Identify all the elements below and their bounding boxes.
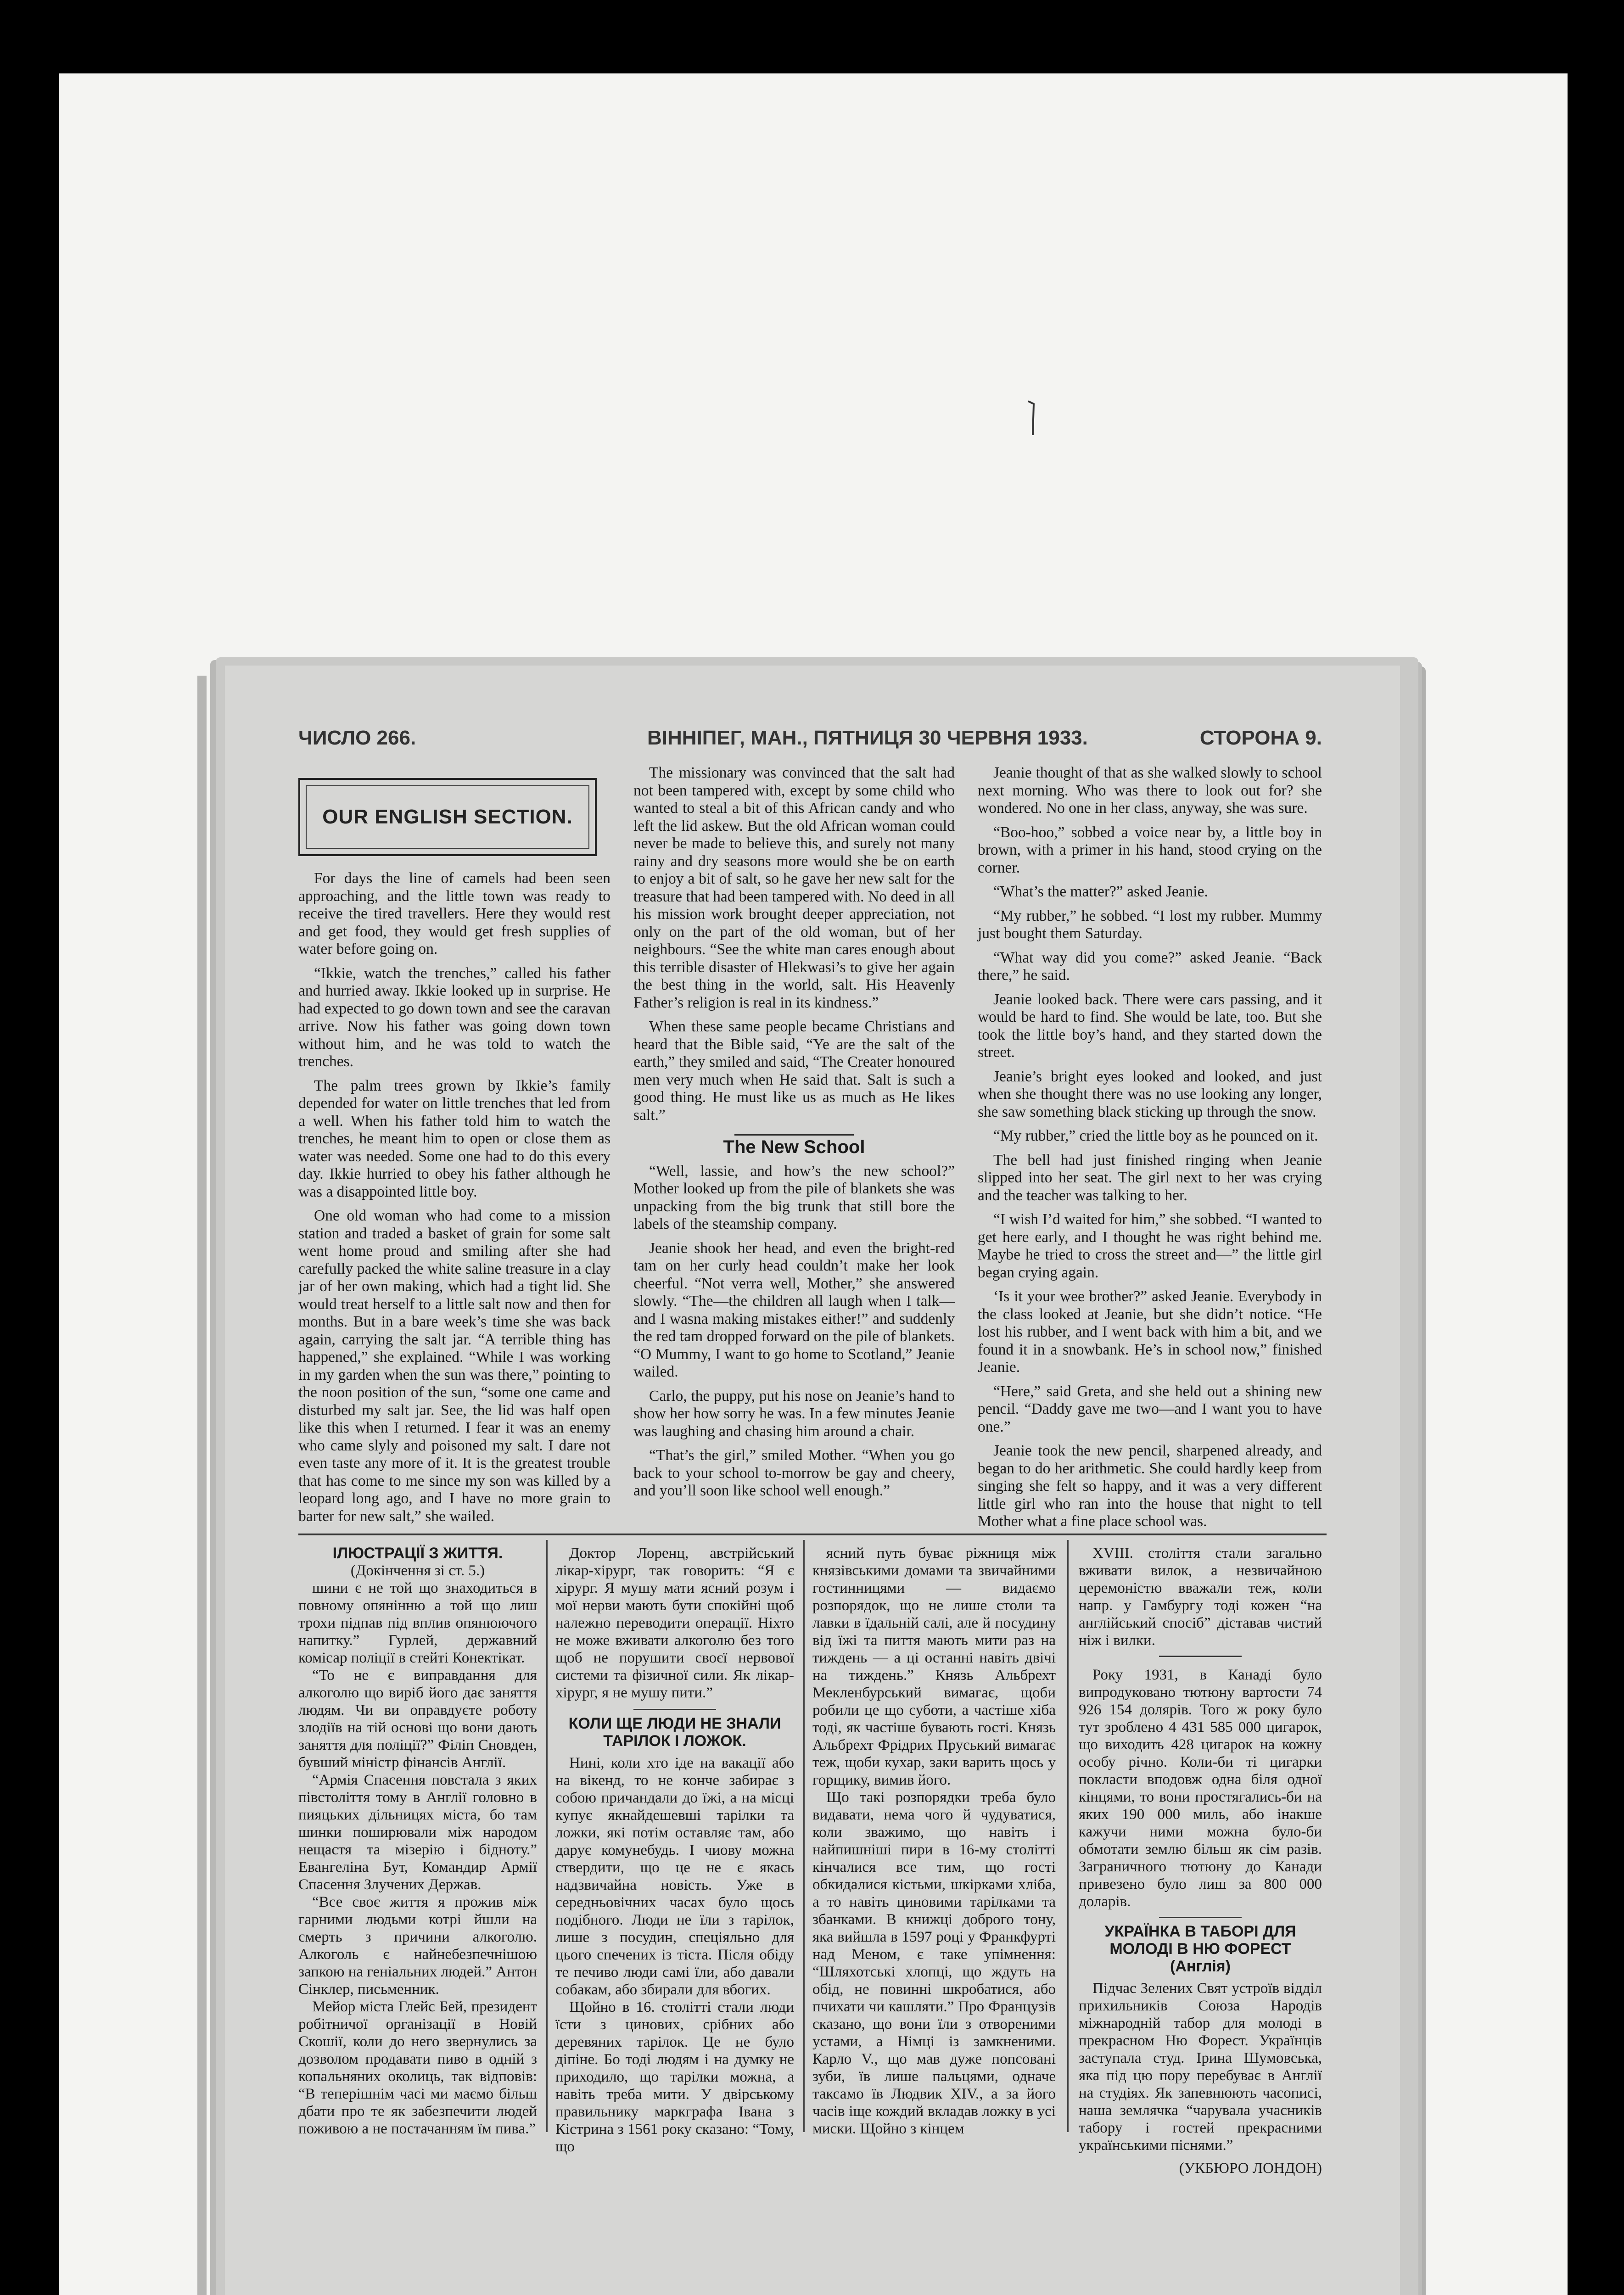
paragraph: “What’s the matter?” asked Jeanie. bbox=[993, 883, 1208, 900]
divider bbox=[1159, 1656, 1242, 1657]
paragraph: “То не є виправдання для алкоголю що виріб його дає заняття людям. Чи ви оправдуєте роботу злодіїв на тій основі що вони дають заняття для поліції?” Філіп Сновден, бувший міністр фінансів Англії. bbox=[298, 1667, 537, 1771]
article-title: УКРАЇНКА В ТАБОРІ ДЛЯ МОЛОДІ В НЮ ФОРЕСТ (Англія) bbox=[1104, 1923, 1296, 1975]
article-title: КОЛИ ЩЕ ЛЮДИ НЕ ЗНАЛИ ТАРІЛОК І ЛОЖОК. bbox=[568, 1715, 781, 1750]
paragraph: “My rubber,” he sobbed. “I lost my rubber. Mummy just bought them Saturday. bbox=[978, 907, 1322, 942]
dateline: ВІННІПЕГ, МАН., ПЯТНИЦЯ 30 ЧЕРВНЯ 1933. bbox=[647, 727, 1088, 749]
paragraph: Нині, коли хто іде на вакації або на вікенд, то не конче забирає з собою причандали до їжі, а на місці купує якнайдешевші тарілки та ложки, які потім оставляє там, або дарує комунебудь. І чиову можна ствердити, що це не є якась надзвичайна новість. Уже в середньовічних часах було щось подібного. Люди не їли з тарілок, лише з посудин, спеціяльно для цього спечених із тіста. Після обіду те печиво люди самі їли, або давали собакам, або збирали для вбогих. bbox=[555, 1755, 794, 1998]
article-title: ІЛЮСТРАЦІЇ З ЖИТТЯ. bbox=[332, 1545, 503, 1562]
paragraph: ясний путь буває ріжниця між князівськими домами та звичайними гостинницями — видаємо розпорядок, що не лише столи та лавки в їдальній салі, але й посудину від їжі та пиття мають мити раз на тиждень — а ці останні навіть двічі на тиждень.” Князь Альбрехт Мекленбурський вимагає, щоби робили це що суботи, а частіше хіба тоді, як частіше бувають гості. Князь Альбрехт Фрідрих Пруський вимагає теж, щоби кухар, заки варить щось у горщику, вимив його. bbox=[812, 1545, 1056, 1788]
ukrainian-column-3 bbox=[812, 1545, 1056, 2138]
newspaper-page bbox=[225, 666, 1400, 2295]
english-section-box bbox=[298, 778, 597, 856]
paragraph: “Армія Спасення повстала з яких півстоліття тому в Англії головно в пияцьких дільницях міста, бо там шинки поширювали між народом нещастя та мізерію і бідноту.” Евангеліна Бут, Командир Армії Спасення Злучених Держав. bbox=[298, 1772, 537, 1893]
paragraph: Jeanie’s bright eyes looked and looked, and just when she thought there was no use looking any longer, she saw something black sticking up through the snow. bbox=[978, 1068, 1322, 1120]
paragraph: Jeanie looked back. There were cars passing, and it would be hard to find. She would be late, too. But she took the little boy’s hand, and they started down the street. bbox=[978, 991, 1322, 1061]
article-subtitle: (Докінчення зі ст. 5.) bbox=[350, 1562, 485, 1579]
paragraph: “Boo-hoo,” sobbed a voice near by, a little boy in brown, with a primer in his hand, stood crying on the corner. bbox=[978, 823, 1322, 876]
paragraph: Що такі розпорядки треба було видавати, нема чого й чудуватися, коли зважимо, що навіть і найпишніші пири в 16-му столітті кінчалися все тим, що гості обкидалися кістьми, шкірками хліба, а то навіть циновими тарілками та збанками. В книжці доброго тону, яка вийшла в 1597 році у Франкфурті над Меном, є таке упімнення: “Шляхотські хлопці, що ждуть на обід, не повинні шкробатися, або пчихати чи кашляти.” Про Французів сказано, що вони їли з отвореними устами, а Німці із замкненими. Карло V., що мав дуже попсовані зуби, їв лише пальцями, одначе таксамо їв Людвик XIV., а за його часів іще кождий вкладав ложку в усі миски. Щойно з кінцем bbox=[812, 1789, 1056, 2137]
paragraph: Року 1931, в Канаді було випродуковано тютюну вартости 74 926 154 долярів. Того ж року було тут зроблено 4 431 585 000 цигарок, що виходить 428 цигарок на кожну особу річно. Коли-би ті цигарки покласти вподовж одна біля одної кінцями, то вони простягались-би на яких 190 000 миль, або інакше кажучи ними можна було-би обмотати землю більш як сім разів. Заграничного тютюну до Канади привезено було лиш за 800 000 доларів. bbox=[1079, 1667, 1322, 1910]
paragraph: “What way did you come?” asked Jeanie. “Back there,” he said. bbox=[978, 949, 1322, 984]
paragraph: For days the line of camels had been seen approaching, and the little town was ready to receive the tired travellers. Here they would rest and get food, they would get fresh supplies of water before going on. bbox=[298, 870, 610, 957]
english-section-title: OUR ENGLISH SECTION. bbox=[322, 806, 573, 828]
paragraph: The missionary was convinced that the salt had not been tampered with, except by some child who wanted to steal a bit of this African candy and who left the lid askew. But the old African woman could never be made to believe this, and surely not many rainy and dry seasons more would she be on earth to enjoy a bit of salt, so he gave her new salt for the treasure that had been tampered with. No deed in all his mission work brought deeper appreciation, not only on the part of the old woman, but of her neighbours. “See the white man cares enough about this terrible disaster of Hlekwasi’s to give her again the best thing in the world, salt. His Heavenly Father’s religion is real in its kindness.” bbox=[633, 764, 955, 1011]
issue-number: ЧИСЛО 266. bbox=[298, 727, 416, 749]
paragraph: “That’s the girl,” smiled Mother. “When you go back to your school to-morrow be gay and cheery, and you’ll soon like school well enough.” bbox=[633, 1447, 955, 1499]
ukrainian-column-4 bbox=[1079, 1545, 1322, 2177]
paragraph: “My rubber,” cried the little boy as he pounced on it. bbox=[993, 1127, 1318, 1144]
paragraph: When these same people became Christians and heard that the Bible said, “Ye are the salt of the earth,” they smiled and said, “The Creater honoured men very much when He said that. Salt is such a good thing. He must like us as much as He likes salt.” bbox=[633, 1018, 955, 1124]
paragraph: “Ikkie, watch the trenches,” called his father and hurried away. Ikkie looked up in surprise. He had expected to go down town and see the caravan arrive. Now his father was going down town without him, and he was told to watch the trenches. bbox=[298, 964, 610, 1070]
column-rule bbox=[803, 1540, 805, 2132]
english-column-3 bbox=[978, 764, 1322, 1531]
paragraph: The bell had just finished ringing when Jeanie slipped into her seat. The girl next to her was crying and the teacher was talking to her. bbox=[978, 1151, 1322, 1204]
story-title: The New School bbox=[723, 1137, 865, 1157]
paragraph: Щойно в 16. столітті стали люди їсти з цинових, срібних або деревяних тарілок. Це не було діпіне. Бо тоді людям і на думку не приходило, що тарілки можна, а навіть треба мити. У двірському правильнику маркграфа Івана з Кістрина з 1561 року сказано: “Тому, що bbox=[555, 1999, 794, 2155]
paragraph: The palm trees grown by Ikkie’s family depended for water on little trenches that led from a well. When his father told him to watch the trenches, he meant him to open or close them as water was needed. Some one had to do this every day. Ikkie hurried to obey his father although he was a disappointed little boy. bbox=[298, 1077, 610, 1200]
paragraph: “I wish I’d waited for him,” she sobbed. “I wanted to get here early, and I thought he was right behind me. Maybe he tried to cross the street and—” the little girl began crying again. bbox=[978, 1211, 1322, 1281]
english-column-2 bbox=[633, 764, 955, 1500]
ukrainian-column-2 bbox=[555, 1545, 794, 2155]
paragraph: Jeanie shook her head, and even the bright-red tam on her curly head couldn’t make her look cheerful. “Not verra well, Mother,” she answered slowly. “The—the children all laugh when I talk—and I wasna making mistakes either!” and suddenly the red tam dropped forward on the pile of blankets. “O Mummy, I want to go home to Scotland,” Jeanie wailed. bbox=[633, 1239, 955, 1380]
article-credit: (УКБЮРО ЛОНДОН) bbox=[1179, 2160, 1322, 2177]
section-divider-rule bbox=[298, 1534, 1327, 1535]
column-rule bbox=[546, 1540, 548, 2132]
divider bbox=[734, 1134, 854, 1136]
paragraph: “Well, lassie, and how’s the new school?” Mother looked up from the pile of blankets she was unpacking from the big trunk that still bore the labels of the steamship company. bbox=[633, 1162, 955, 1232]
registration-mark bbox=[1027, 399, 1041, 436]
paragraph: Carlo, the puppy, put his nose on Jeanie’s hand to show her how sorry he was. In a few minutes Jeanie was laughing and chasing him around a chair. bbox=[633, 1387, 955, 1440]
paragraph: шини є не той що знаходиться в повному опянінню а той що лиш трохи підпав під вплив опянюючого напитку.” Гурлей, державний комісар поліції в стейті Конектікат. bbox=[298, 1580, 537, 1666]
divider bbox=[1159, 1917, 1242, 1918]
page-number: СТОРОНА 9. bbox=[1199, 727, 1322, 749]
running-head bbox=[298, 727, 1322, 759]
paragraph: XVIII. століття стали загально вживати вилок, а незвичайною церемоністю вважали теж, коли напр. у Гамбургу тоді кожен “на англійський спосіб” діставав чистий ніж і вилки. bbox=[1079, 1545, 1322, 1649]
paragraph: “Here,” said Greta, and she held out a shining new pencil. “Daddy gave me two—and I want you to have one.” bbox=[978, 1383, 1322, 1435]
ukrainian-column-1 bbox=[298, 1545, 537, 2138]
paragraph: Доктор Лоренц, австрійський лікар-хірург, так говорить: “Я є хірург. Я мушу мати ясний розум і мої нерви мають бути спокійні щоб належно переводити операції. Ніхто не може вживати алкоголю без того щоб не порушити своєї нервової системи та фізичної сили. Як лікар-хірург, я не мушу пити.” bbox=[555, 1545, 794, 1701]
english-column-1 bbox=[298, 870, 610, 1525]
paragraph: Мейор міста Глейс Бей, президент робітничої організації в Новій Скошії, коли до него звернулись за дозволом продавати пиво в одній з копальняних околиць, так відповів: “В теперішнім часі ми маємо більш дбати про те як забезпечити людей поживою а не постачанням їм пива.” bbox=[298, 1998, 537, 2137]
paragraph: “Все своє життя я прожив між гарними людьми котрі йшли на смерть з причини алкоголю. Алкоголь є найнебезпечнішою запкою на геніальних людей.” Антон Сінклер, письменник. bbox=[298, 1894, 537, 1998]
paragraph: Jeanie thought of that as she walked slowly to school next morning. Who was there to look out for? she wondered. No one in her class, anyway, she was sure. bbox=[978, 764, 1322, 817]
column-rule bbox=[1067, 1540, 1069, 2132]
english-section-box-inner bbox=[306, 785, 589, 849]
divider bbox=[633, 1709, 716, 1710]
paragraph: Jeanie took the new pencil, sharpened already, and began to do her arithmetic. She could hardly keep from singing she felt so happy, and it was a very different little girl who ran into the house that night to tell Mother what a fine place school was. bbox=[978, 1442, 1322, 1530]
paragraph: One old woman who had come to a mission station and traded a basket of grain for some salt went home proud and smiling after she had carefully packed the white saline treasure in a clay jar of her own making, which had a tight lid. She would treat herself to a little salt now and then for months. But in a bare week’s time she was back again, carrying the salt jar. “A terrible thing has happened,” she explained. “While I was working in my garden when the sun was there,” pointing to the noon position of the sun, “some one came and disturbed my salt jar. See, the lid was half open like this when I returned. I fear it was an enemy who came slyly and poisoned my salt. I dare not even taste any more of it. It is the greatest trouble that has come to me since my son was killed by a leopard long ago, and I have no more grain to barter for new salt,” she wailed. bbox=[298, 1207, 610, 1525]
paragraph: ‘Is it your wee brother?” asked Jeanie. Everybody in the class looked at Jeanie, but she didn’t notice. “He lost his rubber, and I went back with him a bit, and we found it in a snowbank. He’s in school now,” finished Jeanie. bbox=[978, 1288, 1322, 1376]
paragraph: Підчас Зелених Свят устроїв відділ прихильників Союза Народів міжнародній табор для молоді в прекрасном Ню Форест. Українців заступала студ. Ірина Шумовська, яка під цю пору перебуває в Англії на студіях. Як запевнюють часописі, наша землячка “чарувала учасників табору і гостей прекрасними українськими піснями.” bbox=[1079, 1980, 1322, 2154]
